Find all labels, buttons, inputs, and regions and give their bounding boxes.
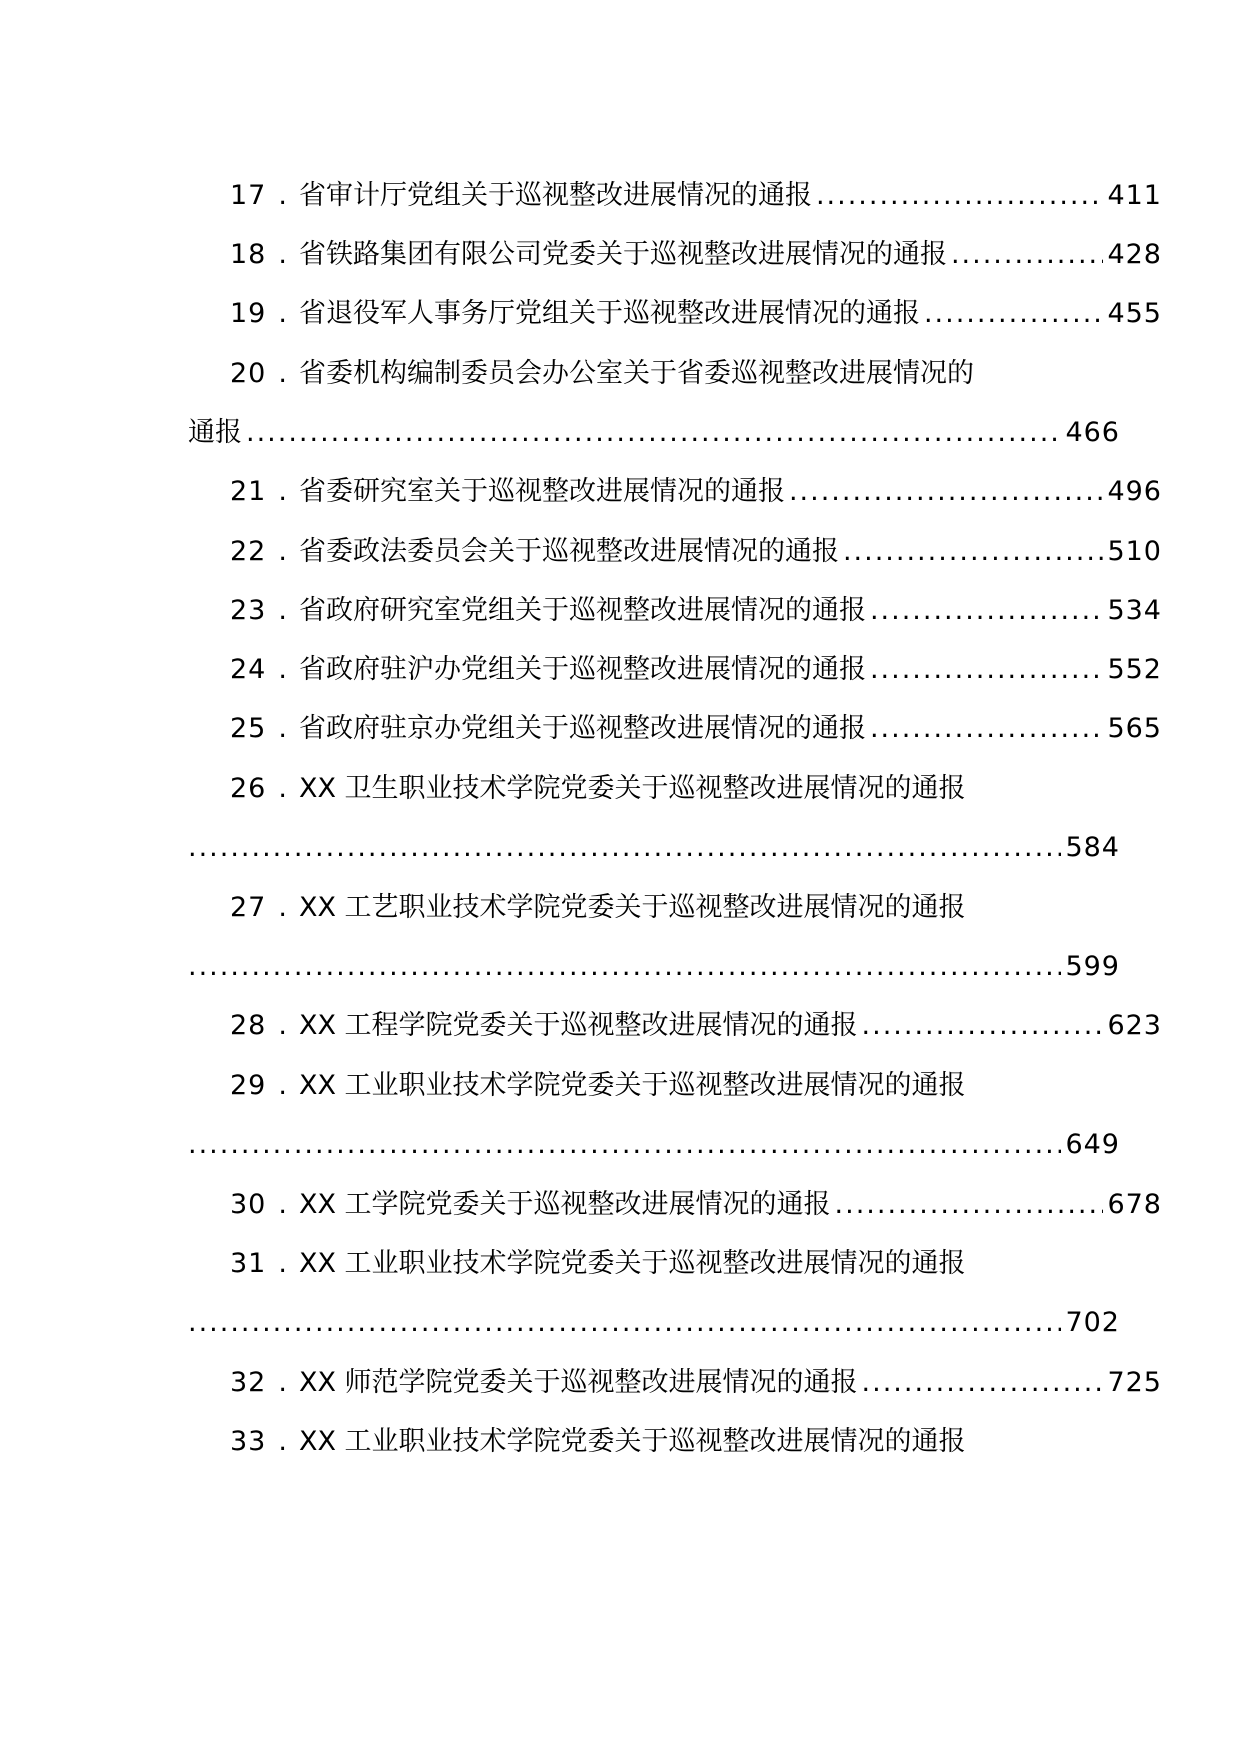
separator-dot: . (278, 476, 287, 507)
toc-entry[interactable] (188, 354, 1162, 394)
entry-title: XX 工程学院党委关于巡视整改进展情况的通报 (298, 1010, 858, 1041)
dot-leader (246, 413, 1061, 453)
toc-entry[interactable] (188, 1185, 1162, 1225)
entry-title: XX 工学院党委关于巡视整改进展情况的通报 (298, 1189, 831, 1220)
toc-entry[interactable] (188, 591, 1162, 631)
entry-page-number: 725 (1107, 1367, 1162, 1398)
dot-leader (789, 472, 1104, 512)
separator-dot: . (278, 1010, 287, 1041)
entry-page-number: 678 (1107, 1189, 1162, 1220)
entry-page-number: 552 (1107, 654, 1162, 685)
toc-entry[interactable] (188, 1006, 1162, 1046)
toc-entry-continuation[interactable] (188, 1303, 1120, 1343)
separator-dot: . (278, 298, 287, 329)
dot-leader (816, 176, 1104, 216)
dot-leader (188, 1125, 1061, 1165)
entry-title: 省委机构编制委员会办公室关于省委巡视整改进展情况的 (298, 358, 974, 389)
toc-entry[interactable] (188, 650, 1162, 690)
toc-entry[interactable] (188, 709, 1162, 749)
entry-number: 23 (230, 595, 267, 626)
entry-number: 31 (230, 1248, 267, 1279)
entry-number: 26 (230, 773, 267, 804)
separator-dot: . (278, 180, 287, 211)
toc-entry[interactable] (188, 294, 1162, 334)
separator-dot: . (278, 595, 287, 626)
toc-entry-continuation[interactable] (188, 413, 1120, 453)
dot-leader (951, 235, 1104, 275)
entry-page-number: 599 (1065, 951, 1120, 982)
entry-page-number: 649 (1065, 1129, 1120, 1160)
entry-title: XX 工艺职业技术学院党委关于巡视整改进展情况的通报 (298, 892, 966, 923)
separator-dot: . (278, 773, 287, 804)
toc-entry[interactable] (188, 769, 1162, 809)
entry-title: XX 卫生职业技术学院党委关于巡视整改进展情况的通报 (298, 773, 966, 804)
entry-page-number: 584 (1065, 832, 1120, 863)
dot-leader (188, 947, 1061, 987)
entry-title: 省审计厅党组关于巡视整改进展情况的通报 (298, 180, 812, 211)
separator-dot: . (278, 1189, 287, 1220)
entry-number: 30 (230, 1189, 267, 1220)
toc-entry-continuation[interactable] (188, 828, 1120, 868)
separator-dot: . (278, 239, 287, 270)
entry-page-number: 702 (1065, 1307, 1120, 1338)
toc-entry[interactable] (188, 176, 1162, 216)
dot-leader (924, 294, 1104, 334)
entry-page-number: 466 (1065, 417, 1120, 448)
separator-dot: . (278, 713, 287, 744)
toc-entry[interactable] (188, 888, 1162, 928)
entry-title: 省退役军人事务厅党组关于巡视整改进展情况的通报 (298, 298, 920, 329)
toc-entry[interactable] (188, 1244, 1162, 1284)
entry-page-number: 565 (1107, 713, 1162, 744)
separator-dot: . (278, 1070, 287, 1101)
entry-title-continuation: 通报 (188, 417, 242, 448)
entry-title: 省政府驻京办党组关于巡视整改进展情况的通报 (298, 713, 866, 744)
toc-entry[interactable] (188, 532, 1162, 572)
separator-dot: . (278, 1426, 287, 1457)
entry-number: 28 (230, 1010, 267, 1041)
toc-entry[interactable] (188, 1422, 1162, 1462)
entry-number: 19 (230, 298, 267, 329)
entry-title: XX 工业职业技术学院党委关于巡视整改进展情况的通报 (298, 1426, 966, 1457)
dot-leader (862, 1006, 1104, 1046)
entry-page-number: 623 (1107, 1010, 1162, 1041)
dot-leader (843, 532, 1104, 572)
separator-dot: . (278, 536, 287, 567)
dot-leader (188, 828, 1061, 868)
entry-number: 21 (230, 476, 267, 507)
entry-number: 29 (230, 1070, 267, 1101)
dot-leader (870, 709, 1104, 749)
separator-dot: . (278, 654, 287, 685)
entry-title: XX 工业职业技术学院党委关于巡视整改进展情况的通报 (298, 1248, 966, 1279)
separator-dot: . (278, 1248, 287, 1279)
entry-number: 18 (230, 239, 267, 270)
entry-page-number: 455 (1107, 298, 1162, 329)
toc-entry[interactable] (188, 235, 1162, 275)
entry-title: 省铁路集团有限公司党委关于巡视整改进展情况的通报 (298, 239, 947, 270)
toc-entry-continuation[interactable] (188, 1125, 1120, 1165)
entry-number: 24 (230, 654, 267, 685)
separator-dot: . (278, 1367, 287, 1398)
entry-page-number: 534 (1107, 595, 1162, 626)
dot-leader (835, 1185, 1104, 1225)
toc-entry[interactable] (188, 1066, 1162, 1106)
entry-page-number: 428 (1107, 239, 1162, 270)
dot-leader (862, 1363, 1104, 1403)
toc-entry[interactable] (188, 472, 1162, 512)
entry-title: 省政府研究室党组关于巡视整改进展情况的通报 (298, 595, 866, 626)
entry-number: 32 (230, 1367, 267, 1398)
entry-title: 省委研究室关于巡视整改进展情况的通报 (298, 476, 785, 507)
entry-title: XX 师范学院党委关于巡视整改进展情况的通报 (298, 1367, 858, 1398)
entry-number: 33 (230, 1426, 267, 1457)
entry-number: 20 (230, 358, 267, 389)
toc-entry[interactable] (188, 1363, 1162, 1403)
entry-title: XX 工业职业技术学院党委关于巡视整改进展情况的通报 (298, 1070, 966, 1101)
entry-number: 27 (230, 892, 267, 923)
entry-title: 省委政法委员会关于巡视整改进展情况的通报 (298, 536, 839, 567)
entry-page-number: 510 (1107, 536, 1162, 567)
dot-leader (188, 1303, 1061, 1343)
entry-title: 省政府驻沪办党组关于巡视整改进展情况的通报 (298, 654, 866, 685)
entry-number: 25 (230, 713, 267, 744)
entry-number: 22 (230, 536, 267, 567)
entry-page-number: 411 (1107, 180, 1162, 211)
dot-leader (870, 591, 1104, 631)
toc-entry-continuation[interactable] (188, 947, 1120, 987)
separator-dot: . (278, 892, 287, 923)
separator-dot: . (278, 358, 287, 389)
entry-page-number: 496 (1107, 476, 1162, 507)
entry-number: 17 (230, 180, 267, 211)
dot-leader (870, 650, 1104, 690)
